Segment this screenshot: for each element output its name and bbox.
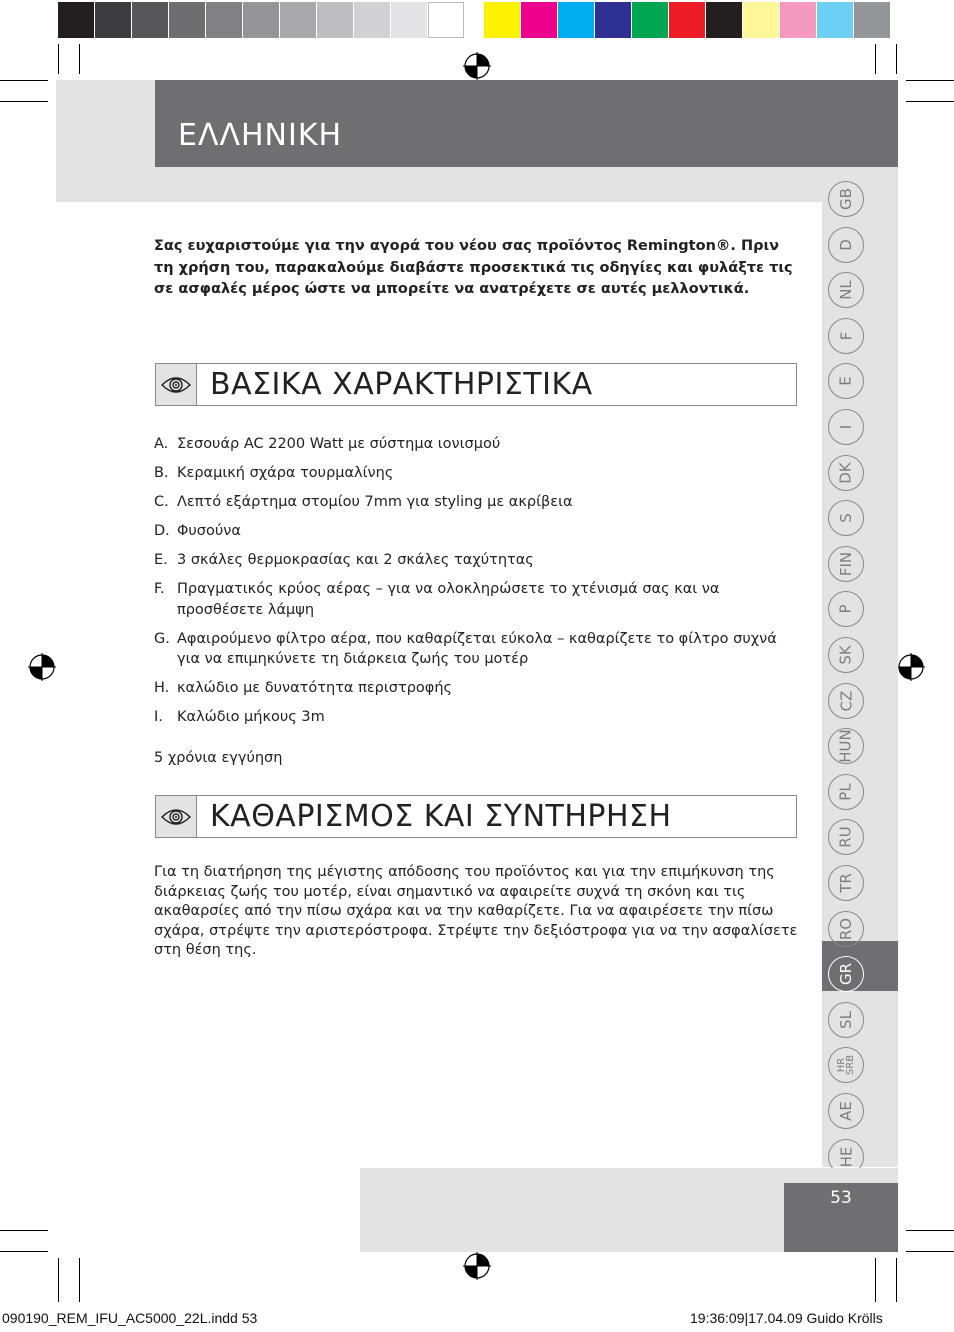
language-tab-d[interactable]	[828, 227, 864, 263]
colour-swatch	[632, 2, 668, 38]
language-tab-pl[interactable]	[828, 774, 864, 810]
language-tab-label: DK	[836, 462, 855, 484]
language-tab-fin[interactable]	[828, 546, 864, 582]
language-tab-hr-srb[interactable]	[828, 1047, 864, 1083]
colour-swatch	[132, 2, 168, 38]
colour-swatch	[817, 2, 853, 38]
colour-swatch	[854, 2, 890, 38]
print-timestamp: 19:36:09|17.04.09 Guido Krölls	[690, 1310, 883, 1326]
registration-mark-icon	[463, 52, 491, 80]
feature-letter: I.	[154, 709, 163, 725]
feature-text: Φυσούνα	[177, 523, 241, 539]
language-tab-label: GR	[836, 962, 855, 986]
colour-swatch	[521, 2, 557, 38]
crop-mark	[906, 1251, 954, 1252]
feature-item	[154, 521, 804, 542]
language-tab-label: SK	[836, 645, 855, 665]
feature-letter: B.	[154, 465, 169, 481]
registration-mark-icon	[28, 653, 56, 681]
colour-swatch	[280, 2, 316, 38]
language-tab-label: FIN	[837, 551, 855, 577]
language-tab-sl[interactable]	[828, 1002, 864, 1038]
colour-swatch	[558, 2, 594, 38]
crop-mark	[0, 1230, 48, 1231]
colour-swatch	[354, 2, 390, 38]
crop-mark	[79, 1258, 80, 1302]
language-tab-label: PL	[837, 783, 855, 801]
crop-mark	[906, 101, 954, 102]
intro-paragraph: Σας ευχαριστούμε για την αγορά του νέου σας προϊόντος Remington®. Πριν τη χρήση του, παρακαλούμε διαβάστε προσεκτικά τις οδηγίες και φυλάξτε τις σε ασφαλές μέρος ώστε να μπορείτε να ανατρέχετε σε αυτές μελλοντικά.	[154, 238, 793, 297]
crop-mark	[896, 1258, 897, 1302]
features-heading-box	[155, 363, 797, 406]
colour-swatch	[428, 2, 464, 38]
colour-swatch	[484, 2, 520, 38]
language-tab-gb[interactable]	[828, 181, 864, 217]
process-colour-bar	[484, 2, 891, 38]
file-slug: 090190_REM_IFU_AC5000_22L.indd 53	[2, 1310, 258, 1326]
feature-item	[154, 492, 804, 513]
colour-swatch	[317, 2, 353, 38]
colour-swatch	[243, 2, 279, 38]
language-tab-label: I	[837, 424, 855, 430]
feature-letter: A.	[154, 436, 169, 452]
crop-mark	[79, 44, 80, 74]
language-tab-label: P	[836, 604, 855, 614]
colour-swatch	[595, 2, 631, 38]
features-icon-cell	[156, 364, 197, 405]
eye-icon	[161, 374, 191, 396]
crop-mark	[875, 1258, 876, 1302]
feature-item	[154, 550, 804, 571]
crop-mark	[906, 1230, 954, 1231]
page-number: 53	[830, 1188, 852, 1208]
colour-swatch	[706, 2, 742, 38]
colour-swatch	[206, 2, 242, 38]
cleaning-heading-box	[155, 795, 797, 838]
feature-letter: G.	[154, 630, 170, 647]
feature-letter: H.	[154, 680, 170, 696]
crop-mark	[58, 44, 59, 74]
language-tab-dk[interactable]	[828, 455, 864, 491]
language-tab-label: D	[837, 239, 855, 251]
language-tab-cz[interactable]	[828, 683, 864, 719]
colour-swatch	[58, 2, 94, 38]
language-tab-label: CZ	[837, 690, 855, 712]
language-tab-ro[interactable]	[828, 911, 864, 947]
feature-item	[154, 463, 804, 484]
cleaning-title: ΚΑΘΑΡΙΣΜΟΣ ΚΑΙ ΣΥΝΤΗΡΗΣΗ	[210, 799, 672, 834]
language-tab-label: HUN	[836, 729, 855, 763]
language-tab-label: F	[836, 331, 855, 341]
language-tab-f[interactable]	[828, 318, 864, 354]
features-title: ΒΑΣΙΚΑ ΧΑΡΑΚΤΗΡΙΣΤΙΚΑ	[210, 367, 593, 402]
grey-colour-bar	[58, 2, 465, 38]
language-tab-label: HR SRB	[836, 1054, 856, 1076]
crop-mark	[0, 80, 48, 81]
feature-text: καλώδιο με δυνατότητα περιστροφής	[177, 680, 453, 696]
registration-mark-icon	[463, 1252, 491, 1280]
language-tab-label: RU	[837, 826, 855, 848]
feature-text: Κεραμική σχάρα τουρμαλίνης	[177, 465, 394, 481]
language-tab-nl[interactable]	[828, 272, 864, 308]
crop-mark	[58, 1258, 59, 1302]
colour-swatch	[743, 2, 779, 38]
language-tab-i[interactable]	[828, 409, 864, 445]
feature-letter: F.	[154, 581, 165, 597]
feature-item	[154, 678, 804, 699]
language-tab-label: GB	[836, 188, 855, 210]
language-tab-label: E	[836, 376, 855, 386]
page-title: ΕΛΛΗΝΙΚΗ	[178, 118, 343, 153]
feature-item	[154, 629, 804, 670]
feature-item	[154, 707, 804, 728]
feature-text: Λεπτό εξάρτημα στομίου 7mm για styling με ακρίβεια	[177, 494, 573, 510]
feature-item	[154, 579, 804, 620]
registration-mark-icon	[897, 653, 925, 681]
language-tab-e[interactable]	[828, 363, 864, 399]
feature-text: Καλώδιο μήκους 3m	[177, 709, 325, 725]
language-tab-label: NL	[836, 280, 855, 300]
crop-mark	[0, 1251, 48, 1252]
feature-letter: E.	[154, 552, 168, 568]
language-tab-p[interactable]	[828, 591, 864, 627]
language-tab-label: AE	[837, 1101, 855, 1121]
language-tab-label: SL	[836, 1011, 855, 1029]
language-tab-tr[interactable]	[828, 865, 864, 901]
crop-mark	[896, 44, 897, 74]
language-tab-gr[interactable]	[828, 956, 864, 992]
crop-mark	[875, 44, 876, 74]
language-tab-label: HE	[836, 1146, 855, 1168]
eye-icon	[161, 806, 191, 828]
language-tab-label: RO	[836, 917, 855, 941]
feature-text: Πραγματικός κρύος αέρας – για να ολοκληρώσετε το χτένισμά σας και να προσθέσετε λάμψη	[177, 581, 720, 618]
language-tab-hun[interactable]	[828, 728, 864, 764]
colour-swatch	[95, 2, 131, 38]
language-tab-sk[interactable]	[828, 637, 864, 673]
crop-mark	[906, 80, 954, 81]
cleaning-paragraph: Για τη διατήρηση της μέγιστης απόδοσης του προϊόντος και για την επιμήκυνση της διάρκειας ζωής του μοτέρ, είναι σημαντικό να αφαιρείτε συχνά τη σκόνη και τις ακαθαρσίες από την πίσω σχάρα και να την καθαρίζετε. Για να αφαιρέσετε την πίσω σχάρα, στρέψτε την αριστερόστροφα. Στρέψτε την δεξιόστροφα για να την ασφαλίσετε στη θέση της.	[154, 864, 798, 958]
features-list	[154, 434, 804, 736]
language-tab-ae[interactable]	[828, 1093, 864, 1129]
language-tab-ru[interactable]	[828, 819, 864, 855]
cleaning-icon-cell	[156, 796, 197, 837]
colour-swatch	[169, 2, 205, 38]
crop-mark	[0, 101, 48, 102]
language-tab-s[interactable]	[828, 500, 864, 536]
language-tab-label: S	[837, 513, 855, 523]
feature-text: Σεσουάρ AC 2200 Watt με σύστημα ιονισμού	[177, 436, 501, 452]
feature-letter: D.	[154, 523, 170, 539]
language-tab-label: TR	[837, 873, 855, 893]
colour-swatch	[780, 2, 816, 38]
feature-item	[154, 434, 804, 455]
feature-letter: C.	[154, 494, 169, 510]
feature-text: Αφαιρούμενο φίλτρο αέρα, που καθαρίζεται εύκολα – καθαρίζετε το φίλτρο συχνά για να επιμηκύνετε τη διάρκεια ζωής του μοτέρ	[177, 630, 777, 667]
warranty-text: 5 χρόνια εγγύηση	[154, 750, 283, 766]
colour-swatch	[669, 2, 705, 38]
feature-text: 3 σκάλες θερμοκρασίας και 2 σκάλες ταχύτητας	[177, 552, 534, 568]
colour-swatch	[391, 2, 427, 38]
